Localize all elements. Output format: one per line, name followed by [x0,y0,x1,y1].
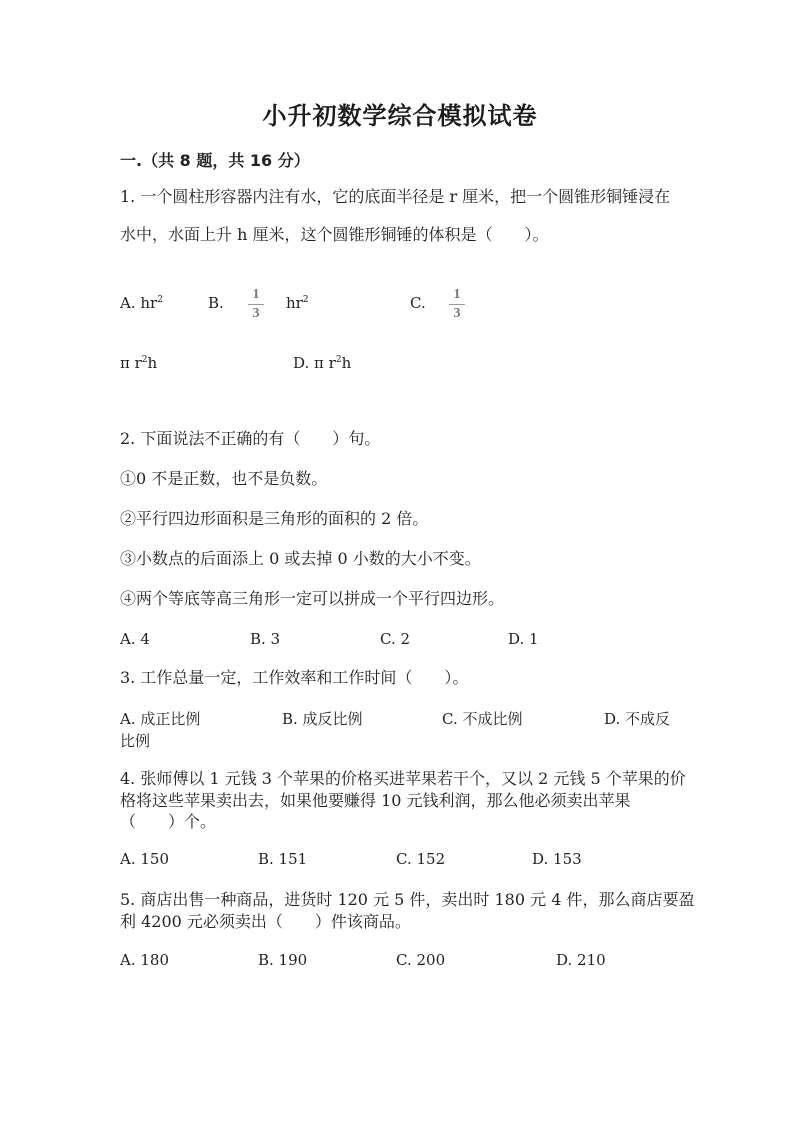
question-5-option-a: A. 180 [120,951,169,969]
page-title: 小升初数学综合模拟试卷 [262,101,538,130]
question-2-statement-1: ①0 不是正数，也不是负数。 [120,469,328,488]
question-5-line-1: 5. 商店出售一种商品，进货时 120 元 5 件，卖出时 180 元 4 件，那么商店要盈 [120,890,695,909]
question-2-option-c: C. 2 [380,630,411,648]
question-4-line-2: 格将这些苹果卖出去，如果他要赚得 10 元钱利润，那么他必须卖出苹果 [120,791,631,810]
question-2-option-b: B. 3 [250,630,281,648]
question-1-option-c: C. [410,294,426,312]
question-2-option-d: D. 1 [508,630,539,648]
question-1-option-a: A. $hr^2$ [120,294,163,312]
question-4-option-d: D. 153 [532,850,582,868]
question-1-option-c-term: π $r^2h$ [120,354,158,372]
question-5-option-d: D. 210 [556,951,606,969]
question-5-option-b: B. 190 [258,951,308,969]
question-3-option-d-wrap: 比例 [120,732,151,750]
question-2-statement-3: ③小数点的后面添上 0 或去掉 0 小数的大小不变。 [120,549,481,568]
question-4-line-1: 4. 张师傅以 1 元钱 3 个苹果的价格买进苹果若干个，又以 2 元钱 5 个苹果的价 [120,769,686,788]
question-1-option-b: B. [208,294,224,312]
question-4-option-b: B. 151 [258,850,308,868]
question-3-stem: 3. 工作总量一定，工作效率和工作时间（ ）。 [120,668,469,687]
question-3-option-b: B. 成反比例 [282,710,363,728]
question-1-option-b-term: $hr^2$ [286,294,309,312]
question-2-option-a: A. 4 [120,630,150,648]
question-2-statement-4: ④两个等底等高三角形一定可以拼成一个平行四边形。 [120,589,505,608]
question-5-option-c: C. 200 [396,951,446,969]
section-heading: 一.（共 8 题，共 16 分） [120,151,310,170]
question-2-stem: 2. 下面说法不正确的有（ ）句。 [120,429,381,448]
question-3-option-d: D. 不成反 [604,710,671,728]
question-1-option-d: D. π $r^2h$ [293,354,352,372]
question-4-line-3: （ ）个。 [120,812,217,831]
question-1-line-1: 1. 一个圆柱形容器内注有水，它的底面半径是 r 厘米，把一个圆锥形铜锤浸在 [120,187,671,206]
question-4-option-c: C. 152 [396,850,446,868]
question-5-line-2: 利 4200 元必须卖出（ ）件该商品。 [120,912,411,931]
question-3-option-a: A. 成正比例 [120,710,201,728]
question-4-option-a: A. 150 [120,850,169,868]
question-3-option-c: C. 不成比例 [442,710,523,728]
question-1-line-2: 水中，水面上升 h 厘米，这个圆锥形铜锤的体积是（ ）。 [120,225,549,244]
fraction-one-third-b: 1 3 [247,287,265,322]
fraction-one-third-c: 1 3 [448,287,466,322]
question-2-statement-2: ②平行四边形面积是三角形的面积的 2 倍。 [120,509,429,528]
